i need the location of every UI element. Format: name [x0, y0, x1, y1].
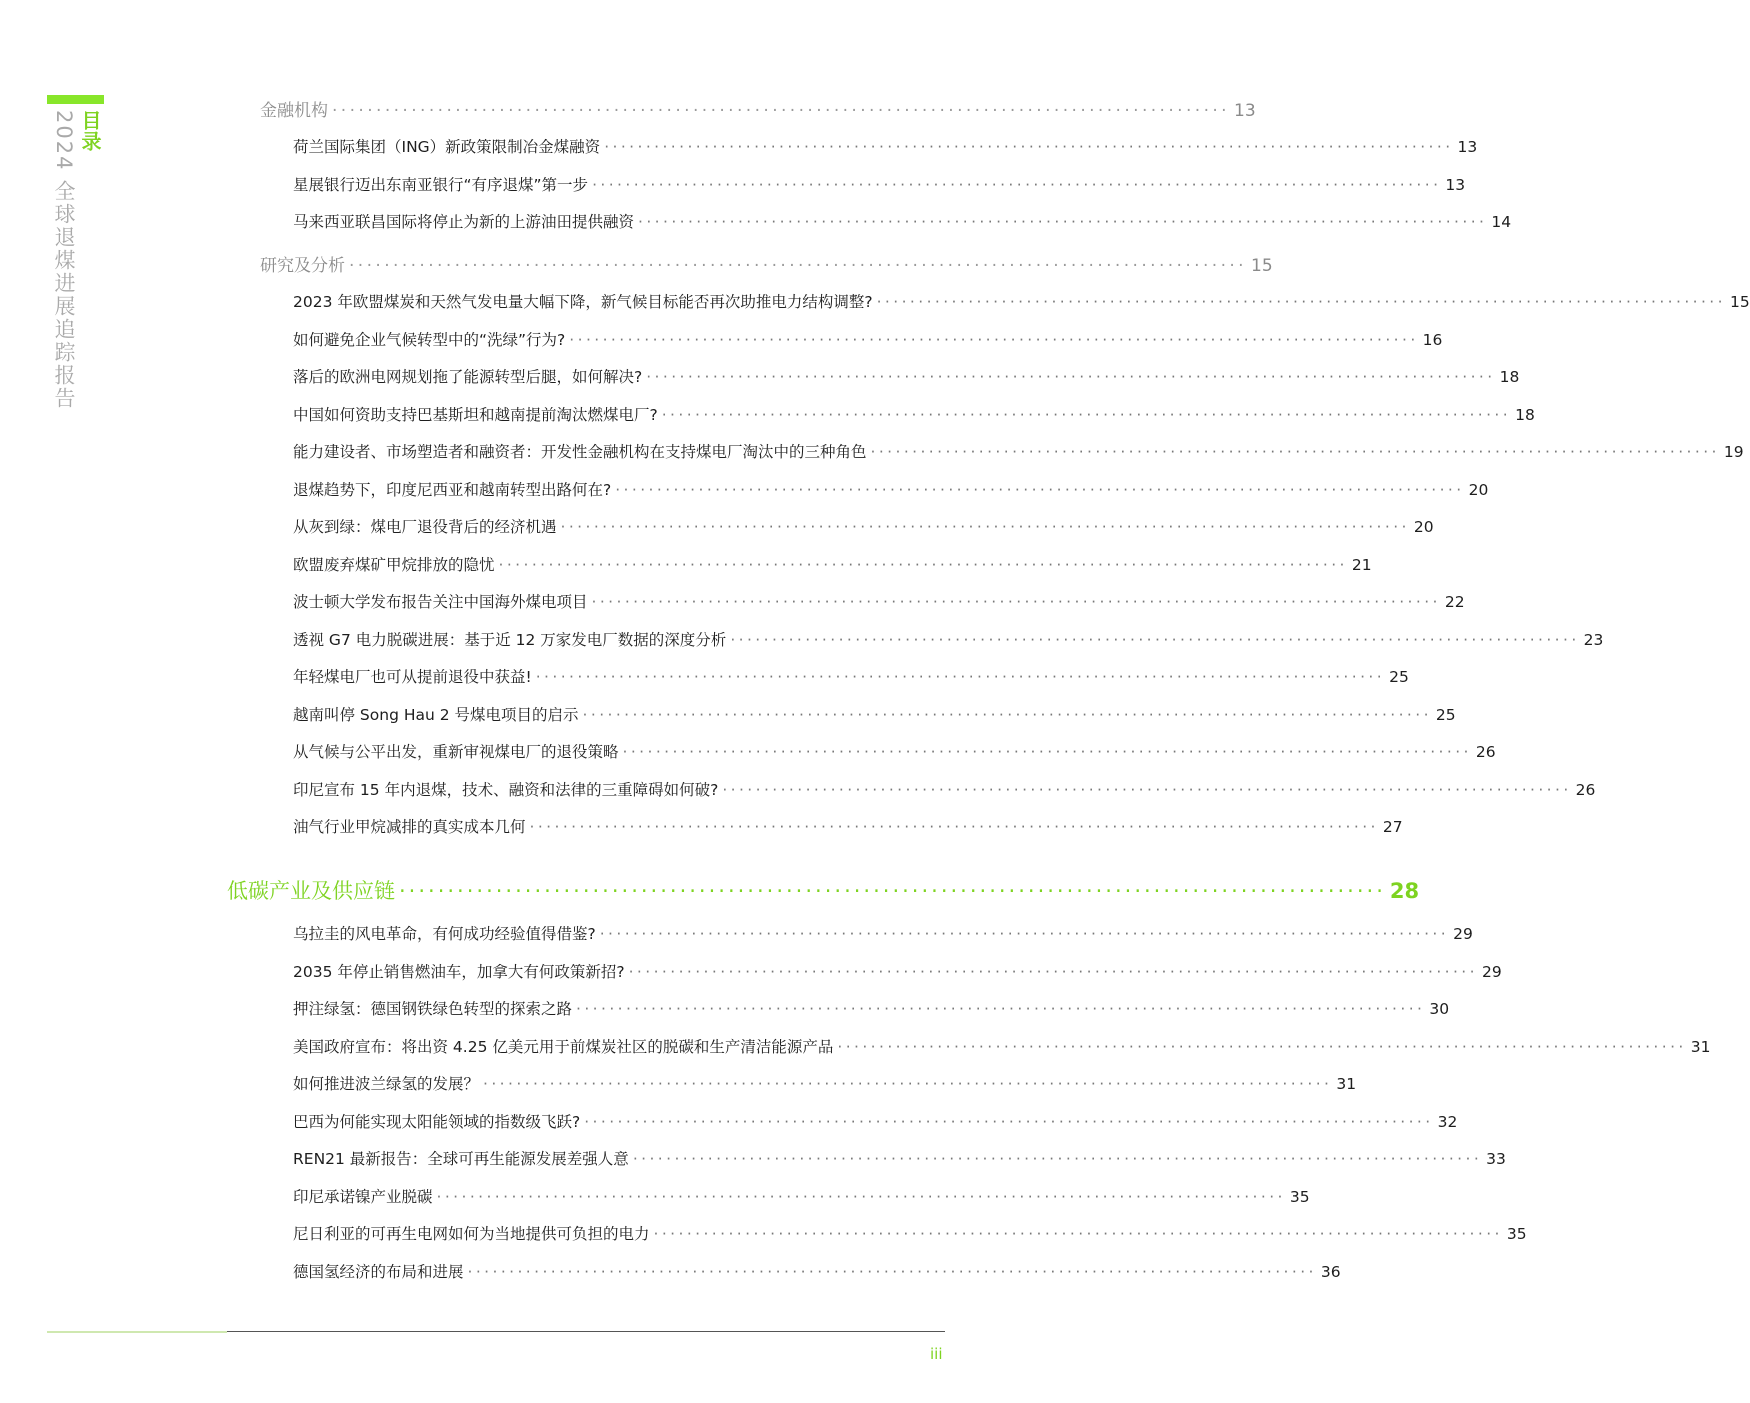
toc-entry[interactable]: 星展银行迈出东南亚银行“有序退煤”第一步 ······································································································ 13 [293, 176, 1466, 194]
toc-entry[interactable]: 美国政府宣布：将出资 4.25 亿美元用于前煤炭社区的脱碳和生产清洁能源产品 ······································································································ 31 [293, 1038, 1711, 1056]
toc-entry[interactable]: 退煤趋势下，印度尼西亚和越南转型出路何在? ······································································································ 20 [293, 481, 1489, 499]
toc-entry[interactable]: 年轻煤电厂也可从提前退役中获益! ······································································································ 25 [293, 668, 1409, 686]
toc-entry[interactable]: 巴西为何能实现太阳能领域的指数级飞跃? ······································································································ 32 [293, 1113, 1458, 1131]
toc-entry[interactable]: REN21 最新报告：全球可再生能源发展差强人意 ······································································································ 33 [293, 1150, 1506, 1168]
toc-entry[interactable]: 油气行业甲烷减排的真实成本几何 ······································································································ 27 [293, 818, 1403, 836]
sidebar-accent-bar [47, 95, 104, 104]
toc-entry[interactable]: 马来西亚联昌国际将停止为新的上游油田提供融资 ······································································································ 14 [293, 213, 1512, 231]
footer-accent-line [47, 1331, 227, 1333]
toc-entry[interactable]: 落后的欧洲电网规划拖了能源转型后腿，如何解决? ······································································································ 18 [293, 368, 1520, 386]
toc-entry[interactable]: 押注绿氢：德国钢铁绿色转型的探索之路 ······································································································ 30 [293, 1000, 1450, 1018]
toc-entry[interactable]: 乌拉圭的风电革命，有何成功经验值得借鉴? ······································································································ 29 [293, 925, 1473, 943]
toc-entry[interactable]: 如何避免企业气候转型中的“洗绿”行为? ······································································································ 16 [293, 331, 1443, 349]
toc-entry[interactable]: 尼日利亚的可再生电网如何为当地提供可负担的电力 ······································································································ 35 [293, 1225, 1527, 1243]
toc-entry[interactable]: 波士顿大学发布报告关注中国海外煤电项目 ······································································································ 22 [293, 593, 1465, 611]
toc-entry[interactable]: 2023 年欧盟煤炭和天然气发电量大幅下降，新气候目标能否再次助推电力结构调整? ······································································································ 15 [293, 293, 1750, 311]
toc-entry[interactable]: 金融机构 ······································································································ 13 [260, 101, 1256, 121]
toc-entry[interactable]: 荷兰国际集团（ING）新政策限制冶金煤融资 ······································································································ 13 [293, 138, 1478, 156]
toc-entry[interactable]: 欧盟废弃煤矿甲烷排放的隐忧 ······································································································ 21 [293, 556, 1372, 574]
toc-entry[interactable]: 从气候与公平出发，重新审视煤电厂的退役策略 ······································································································ 26 [293, 743, 1496, 761]
toc-entry[interactable]: 德国氢经济的布局和进展 ······································································································ 36 [293, 1263, 1341, 1281]
toc-entry[interactable]: 透视 G7 电力脱碳进展：基于近 12 万家发电厂数据的深度分析 ······································································································ 23 [293, 631, 1604, 649]
toc-entry[interactable]: 2035 年停止销售燃油车，加拿大有何政策新招? ······································································································ 29 [293, 963, 1502, 981]
report-title: 2024 全球退煤进展追踪报告 [52, 110, 76, 411]
footer-divider [227, 1331, 945, 1332]
toc-entry[interactable]: 越南叫停 Song Hau 2 号煤电项目的启示 ······································································································ 25 [293, 706, 1456, 724]
toc-entry[interactable]: 印尼承诺镍产业脱碳 ······································································································ 35 [293, 1188, 1310, 1206]
toc-entry[interactable]: 能力建设者、市场塑造者和融资者：开发性金融机构在支持煤电厂淘汰中的三种角色 ······································································································ 19 [293, 443, 1744, 461]
toc-heading: 目录 [78, 110, 102, 152]
toc-entry[interactable]: 印尼宣布 15 年内退煤，技术、融资和法律的三重障碍如何破? ······································································································ 26 [293, 781, 1596, 799]
toc-entry[interactable]: 中国如何资助支持巴基斯坦和越南提前淘汰燃煤电厂? ······································································································ 18 [293, 406, 1535, 424]
toc-entry[interactable]: 从灰到绿：煤电厂退役背后的经济机遇 ······································································································ 20 [293, 518, 1434, 536]
page-number: iii [930, 1345, 943, 1363]
toc-entry[interactable]: 如何推进波兰绿氢的发展？ ······································································································ 31 [293, 1075, 1357, 1093]
toc-entry[interactable]: 研究及分析 ······································································································ 15 [260, 256, 1273, 276]
toc-section-entry[interactable]: 低碳产业及供应链 ······································································································ 28 [227, 879, 1420, 903]
